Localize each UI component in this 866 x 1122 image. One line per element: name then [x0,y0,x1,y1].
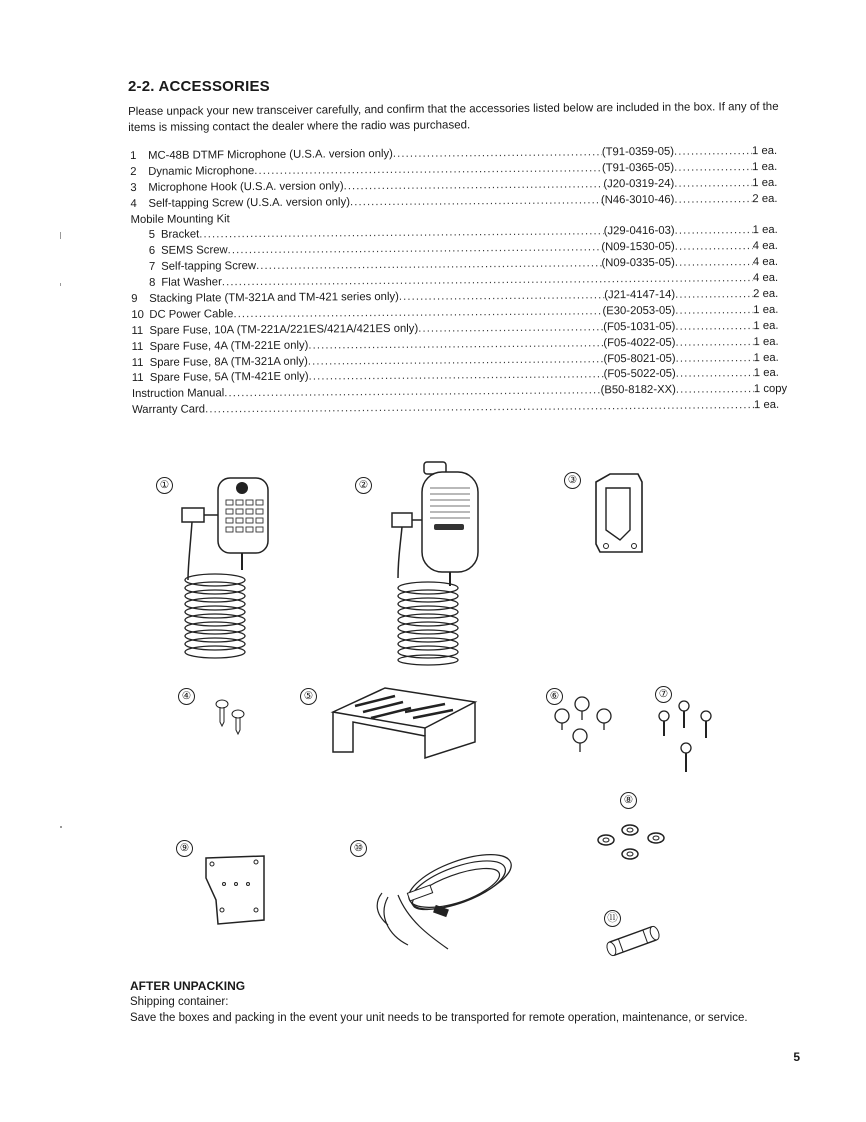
item-quantity: 4 ea. [752,272,779,285]
scan-mark [60,283,61,286]
leader-dots [675,225,753,238]
item-number: 6 [148,245,156,258]
item-number: 11 [131,372,144,385]
callout-9: ⑨ [176,840,193,857]
callout-5: ⑤ [300,688,317,705]
part-number: (F05-5022-05) [603,368,676,381]
dc-power-cable-illustration [368,845,518,955]
item-number: 8 [148,276,156,289]
item-quantity: 1 ea. [752,176,778,189]
accessory-list [130,145,796,420]
kit-heading: Mobile Mounting Kit [130,212,230,226]
leader-dots [674,177,752,190]
item-description: Flat Washer [161,276,222,289]
item-quantity: 1 ea. [753,303,779,317]
leader-dots [418,321,603,334]
leader-dots [676,352,754,365]
item-description: Self-tapping Screw (U.S.A. version only) [148,195,351,210]
leader-dots [674,193,752,206]
page-number: 5 [793,1050,800,1064]
mounting-self-tapping-screw-illustration [652,696,722,776]
leader-dots [199,226,604,241]
spare-fuse-illustration [598,924,668,958]
microphone-hook-illustration [590,470,650,560]
part-number: (E30-2053-05) [602,304,676,318]
callout-2: ② [355,477,372,494]
leader-dots [674,161,752,174]
item-number: 7 [148,261,156,274]
after-unpacking-section [130,978,810,1026]
item-number: 11 [131,324,144,337]
flat-washer-illustration [592,820,672,870]
item-quantity: 1 ea. [752,160,778,174]
item-number: 2 [130,165,137,178]
leader-dots [344,178,604,192]
callout-1: ① [156,477,173,494]
callout-6: ⑥ [546,688,563,705]
leader-dots [308,353,604,367]
item-description: Stacking Plate (TM-321A and TM-421 series only) [149,290,399,305]
item-description: SEMS Screw [161,244,228,258]
part-number: (T91-0365-05) [601,161,675,175]
item-description: Dynamic Microphone [148,164,255,178]
leader-dots [309,369,604,383]
item-number: 11 [131,356,144,369]
leader-dots [676,383,754,396]
callout-8: ⑧ [620,792,637,809]
shipping-container-subheading: Shipping container: [130,996,229,1008]
leader-dots [224,385,600,400]
item-description: Warranty Card [131,403,206,417]
section-heading: 2-2. ACCESSORIES [128,78,270,95]
item-description: Self-tapping Screw [161,260,257,273]
item-number: 10 [131,308,144,321]
callout-4: ④ [178,688,195,705]
item-number: 5 [148,229,156,242]
dtmf-microphone-illustration [170,470,290,670]
item-description: Spare Fuse, 10A (TM-221A/221ES/421A/421ES only) [149,322,419,337]
stacking-plate-illustration [200,850,270,930]
part-number: (J20-0319-24) [603,177,675,191]
item-description: Microphone Hook (U.S.A. version only) [148,180,344,194]
self-tapping-screw-illustration [212,698,248,738]
leader-dots [675,288,753,301]
leader-dots [675,256,753,269]
part-number: (F05-1031-05) [603,320,676,334]
item-description: Spare Fuse, 8A (TM-321A only) [149,355,308,369]
item-number: 1 [130,149,137,162]
sems-screw-illustration [550,690,620,760]
item-quantity: 1 copy [753,383,788,396]
item-description: MC-48B DTMF Microphone (U.S.A. version only) [147,147,393,162]
item-number: 11 [131,340,144,353]
leader-dots [254,162,602,177]
item-quantity: 4 ea. [752,256,779,269]
item-number: 3 [130,181,137,194]
scan-mark [60,232,61,239]
after-unpacking-heading: AFTER UNPACKING [130,979,246,993]
item-description: Spare Fuse, 5A (TM-421E only) [149,371,309,385]
item-quantity: 1 ea. [751,144,778,158]
leader-dots [674,145,752,158]
item-quantity: 1 ea. [753,399,780,412]
item-quantity: 1 ea. [753,367,779,380]
dynamic-microphone-illustration [380,458,490,668]
leader-dots [676,368,754,381]
scan-mark [60,826,62,828]
item-quantity: 2 ea. [752,192,778,205]
part-number: (T91-0359-05) [601,145,675,159]
leader-dots [233,305,602,320]
leader-dots [399,289,604,303]
intro-paragraph: Please unpack your new transceiver carefully, and confirm that the accessories listed below are included in the box. If any of the items is missing contact the dealer where the radio was purchased. [128,100,779,134]
callout-10: ⑩ [350,840,367,857]
leader-dots [228,242,602,257]
item-quantity: 1 ea. [753,319,779,332]
bracket-illustration [325,682,485,762]
shipping-container-text: Save the boxes and packing in the event your unit needs to be transported for remote operation, maintenance, or service. [130,1012,748,1024]
item-number: 4 [130,197,137,210]
item-quantity: 1 ea. [752,224,778,237]
leader-dots [675,320,753,333]
part-number: (B50-8182-XX) [600,384,676,397]
part-number: (N09-1530-05) [601,241,675,254]
leader-dots [350,194,601,208]
part-number: (J21-4147-14) [604,288,676,302]
part-number: (N09-0335-05) [601,256,675,270]
item-description: Bracket [160,228,200,242]
item-quantity: 1 ea. [753,335,779,348]
callout-11: ⑪ [604,910,621,927]
item-number: 9 [131,292,138,306]
part-number: (J29-0416-03) [603,225,675,238]
item-description: Instruction Manual [131,387,225,401]
item-description: DC Power Cable [149,308,234,321]
part-number: (N46-3010-46) [600,193,675,206]
item-quantity: 4 ea. [752,240,778,253]
callout-3: ③ [564,472,581,489]
leader-dots [675,304,753,317]
leader-dots [256,258,601,273]
item-quantity: 2 ea. [753,287,779,301]
callout-7: ⑦ [655,686,672,703]
leader-dots [393,146,602,160]
part-number: (F05-4022-05) [603,336,676,349]
leader-dots [675,336,753,349]
part-number: (F05-8021-05) [603,352,676,365]
item-quantity: 1 ea. [753,351,779,364]
item-description: Spare Fuse, 4A (TM-221E only) [149,339,309,353]
leader-dots [675,240,753,253]
leader-dots [308,337,603,351]
